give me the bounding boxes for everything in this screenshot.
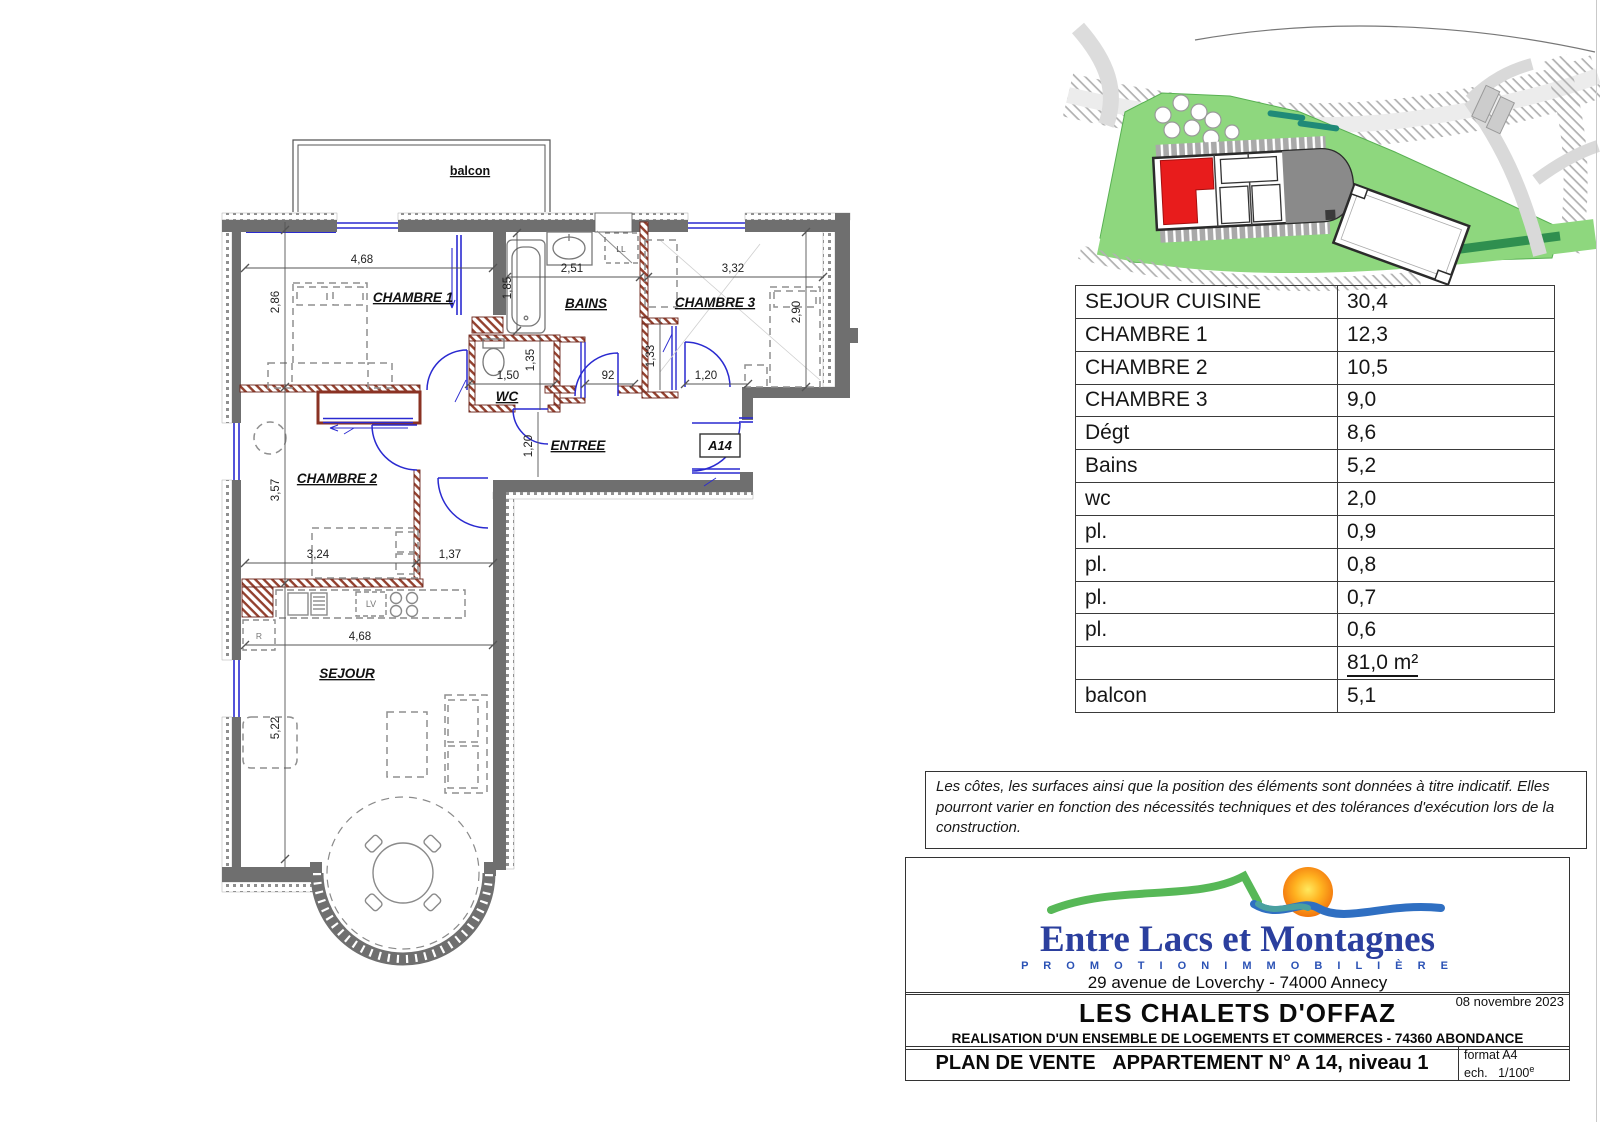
dim: 1,50 [496, 370, 520, 382]
balcony [293, 140, 550, 212]
dim: 1,20 [694, 370, 718, 382]
washing-machine-label: LL [616, 244, 626, 254]
balcony-label: balcon [449, 164, 491, 178]
table-row [1076, 515, 1555, 548]
room-name: CHAMBRE 2 [1076, 351, 1338, 384]
area-table [1075, 285, 1555, 713]
unit-tag [700, 434, 740, 457]
company-block [905, 857, 1570, 995]
room-label-bains: BAINS [564, 296, 608, 311]
room-label-entree: ENTREE [550, 438, 606, 453]
dimension-lines [241, 222, 827, 867]
room-name: pl. [1076, 614, 1338, 647]
room-label-chambre2: CHAMBRE 2 [296, 471, 378, 486]
table-row [1076, 548, 1555, 581]
building-a [1153, 135, 1356, 243]
room-area: 0,8 [1338, 548, 1555, 581]
sofa [445, 695, 487, 793]
bay-window [317, 797, 489, 959]
room-area: 5,1 [1338, 680, 1555, 713]
room-label-chambre3: CHAMBRE 3 [674, 295, 756, 310]
table-row [1076, 417, 1555, 450]
dim: 1,33 [645, 344, 657, 368]
date: 08 novembre 2023 [1455, 993, 1564, 1009]
room-area: 2,0 [1338, 483, 1555, 516]
room-label-chambre1: CHAMBRE 1 [372, 290, 454, 305]
room-label-wc: WC [495, 389, 519, 404]
site-plan [1068, 26, 1598, 284]
room-name: pl. [1076, 581, 1338, 614]
table-row [1076, 483, 1555, 516]
dining-set [364, 834, 442, 912]
dim: 2,90 [791, 300, 803, 324]
room-area: 0,7 [1338, 581, 1555, 614]
room-area: 9,0 [1338, 384, 1555, 417]
table-row [1076, 351, 1555, 384]
disclaimer-note: Les côtes, les surfaces ainsi que la position des éléments sont données à titre indicatif. Elles pourront varier en fonction des nécessités techniques et des tolérances d'exécution lors de la construction. [925, 771, 1587, 849]
room-name: Bains [1076, 450, 1338, 483]
dim: 2,51 [560, 263, 584, 275]
table-row [1076, 384, 1555, 417]
project-subtitle: REALISATION D'UN ENSEMBLE DE LOGEMENTS ET COMMERCES - 74360 ABONDANCE [951, 1030, 1524, 1046]
page-edge-line [1596, 0, 1597, 1122]
project-block [905, 992, 1570, 1050]
floor-plan [222, 140, 858, 959]
room-area: 10,5 [1338, 351, 1555, 384]
doc-type: PLAN DE VENTE [935, 1052, 1096, 1074]
company-name: Entre Lacs et Montagnes [1040, 919, 1435, 960]
room-name: wc [1076, 483, 1338, 516]
project-title: LES CHALETS D'OFFAZ [1079, 997, 1396, 1028]
company-address: 29 avenue de Loverchy - 74000 Annecy [1087, 973, 1388, 992]
room-area: 5,2 [1338, 450, 1555, 483]
total-area: 81,0 m² [1338, 647, 1555, 680]
room-name: balcon [1076, 680, 1338, 713]
format-scale-cell [1458, 1047, 1569, 1080]
dim: 3,24 [306, 549, 330, 561]
format-label: format A4 [1464, 1048, 1518, 1062]
room-area: 0,9 [1338, 515, 1555, 548]
mountain-ridge-icon [1051, 876, 1258, 910]
room-area: 30,4 [1338, 286, 1555, 319]
dim: 2,86 [270, 290, 282, 314]
bed-chambre1 [293, 283, 367, 363]
dim: 1,20 [523, 434, 535, 458]
company-tagline: P R O M O T I O N I M M O B I L I È R E [1021, 960, 1454, 972]
table-row [1076, 680, 1555, 713]
room-name: pl. [1076, 548, 1338, 581]
room-name [1076, 647, 1338, 680]
doc-ref: APPARTEMENT N° A 14, niveau 1 [1112, 1052, 1429, 1074]
dim: 3,32 [721, 263, 745, 275]
document-title [906, 1047, 1458, 1080]
table-row [1076, 318, 1555, 351]
coffee-table [387, 712, 427, 777]
company-logo [996, 862, 1476, 924]
furniture [243, 240, 820, 793]
room-area: 0,6 [1338, 614, 1555, 647]
table-row-total [1076, 647, 1555, 680]
dim: 1,35 [525, 348, 537, 372]
fridge-label: R [255, 631, 263, 641]
room-label-sejour: SEJOUR [319, 666, 375, 681]
wardrobe-chambre3 [645, 240, 677, 307]
dim: 1,85 [502, 276, 514, 300]
table-row [1076, 614, 1555, 647]
scale-label: ech. [1464, 1065, 1488, 1080]
table-row [1076, 450, 1555, 483]
table-row [1076, 581, 1555, 614]
dishwasher-label: LV [365, 599, 377, 609]
dim: 1,37 [438, 549, 462, 561]
table-row [1076, 286, 1555, 319]
room-name: SEJOUR CUISINE [1076, 286, 1338, 319]
dim: 5,22 [270, 716, 282, 740]
room-area: 8,6 [1338, 417, 1555, 450]
room-name: CHAMBRE 1 [1076, 318, 1338, 351]
room-area: 12,3 [1338, 318, 1555, 351]
room-name: Dégt [1076, 417, 1338, 450]
sale-plan-block [905, 1046, 1570, 1081]
unit-tag-label: A14 [708, 438, 732, 453]
dim: 3,57 [270, 478, 282, 502]
room-name: pl. [1076, 515, 1338, 548]
dim: 4,68 [350, 254, 374, 266]
dim: 4,68 [348, 631, 372, 643]
window-bains [595, 213, 632, 263]
room-name: CHAMBRE 3 [1076, 384, 1338, 417]
scale-exp: e [1529, 1063, 1535, 1074]
scale-value: 1/100 [1498, 1065, 1530, 1080]
bath-fixtures [483, 232, 638, 376]
dim: 92 [601, 370, 615, 382]
